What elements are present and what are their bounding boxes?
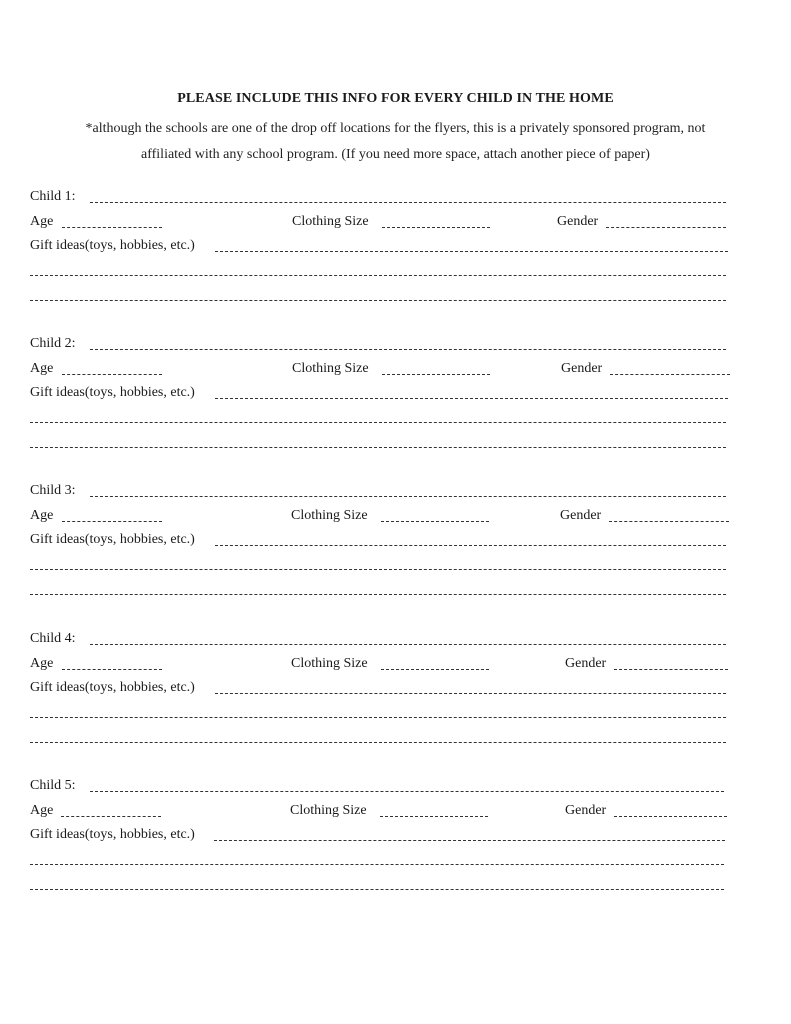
age-field[interactable] [62,521,162,522]
form-heading: PLEASE INCLUDE THIS INFO FOR EVERY CHILD IN THE HOME [177,91,614,106]
gift-ideas-extra-line[interactable] [30,889,724,890]
child-details-row [30,802,730,822]
child-name-label: Child 5: [30,778,76,793]
child-name-row [30,482,730,502]
gift-ideas-field[interactable] [215,398,728,399]
gift-ideas-extra-line[interactable] [30,742,726,743]
child-name-row [30,335,730,355]
age-label: Age [30,508,54,523]
gift-ideas-row [30,679,730,699]
child-name-row [30,188,730,208]
age-field[interactable] [61,816,161,817]
gender-field[interactable] [610,374,730,375]
gift-ideas-field[interactable] [215,693,726,694]
gift-ideas-field[interactable] [215,545,726,546]
age-field[interactable] [62,669,162,670]
gender-label: Gender [557,214,599,229]
child-block-3 [30,482,730,607]
gender-field[interactable] [609,521,729,522]
gift-ideas-extra-line[interactable] [30,422,726,423]
child-name-field[interactable] [90,644,726,645]
gift-ideas-extra-line[interactable] [30,300,726,301]
child-name-field[interactable] [90,349,726,350]
gender-label: Gender [560,508,602,523]
child-details-row [30,213,730,233]
child-name-label: Child 4: [30,631,76,646]
child-name-row [30,630,730,650]
gift-ideas-row [30,826,730,846]
gift-ideas-field[interactable] [215,251,728,252]
clothing-size-label: Clothing Size [291,508,368,523]
child-name-label: Child 1: [30,189,76,204]
clothing-size-field[interactable] [381,521,489,522]
gift-ideas-extra-line[interactable] [30,594,726,595]
form-intro [30,116,761,168]
clothing-size-label: Clothing Size [290,803,367,818]
gender-field[interactable] [606,227,726,228]
clothing-size-label: Clothing Size [291,656,368,671]
child-details-row [30,507,730,527]
clothing-size-field[interactable] [382,374,490,375]
child-name-field[interactable] [90,791,724,792]
gift-ideas-extra-line[interactable] [30,717,726,718]
child-block-1 [30,188,730,313]
age-field[interactable] [62,227,162,228]
gift-ideas-row [30,237,730,257]
intro-line-2: affiliated with any school program. (If you need more space, attach another piece of paper) [141,147,650,162]
age-field[interactable] [62,374,162,375]
gender-field[interactable] [614,669,728,670]
child-details-row [30,360,730,380]
child-name-field[interactable] [90,496,726,497]
gender-label: Gender [565,656,607,671]
child-block-4 [30,630,730,755]
gift-ideas-extra-line[interactable] [30,864,724,865]
clothing-size-field[interactable] [380,816,488,817]
child-name-row [30,777,730,797]
child-block-5 [30,777,730,902]
intro-line-1: *although the schools are one of the drop off locations for the flyers, this is a privately sponsored program, not [85,121,706,136]
gender-label: Gender [565,803,607,818]
gift-ideas-extra-line[interactable] [30,569,726,570]
age-label: Age [30,803,54,818]
age-label: Age [30,361,54,376]
gift-ideas-label: Gift ideas(toys, hobbies, etc.) [30,827,195,842]
clothing-size-field[interactable] [381,669,489,670]
age-label: Age [30,214,54,229]
gender-label: Gender [561,361,603,376]
gift-ideas-label: Gift ideas(toys, hobbies, etc.) [30,385,195,400]
clothing-size-label: Clothing Size [292,214,369,229]
gift-ideas-label: Gift ideas(toys, hobbies, etc.) [30,238,195,253]
child-details-row [30,655,730,675]
clothing-size-label: Clothing Size [292,361,369,376]
age-label: Age [30,656,54,671]
gift-ideas-field[interactable] [214,840,725,841]
gift-ideas-label: Gift ideas(toys, hobbies, etc.) [30,680,195,695]
child-block-2 [30,335,730,460]
clothing-size-field[interactable] [382,227,490,228]
gift-ideas-extra-line[interactable] [30,275,726,276]
gift-ideas-extra-line[interactable] [30,447,726,448]
gift-ideas-label: Gift ideas(toys, hobbies, etc.) [30,532,195,547]
gender-field[interactable] [614,816,727,817]
child-name-field[interactable] [90,202,726,203]
child-name-label: Child 2: [30,336,76,351]
gift-ideas-row [30,531,730,551]
child-name-label: Child 3: [30,483,76,498]
gift-ideas-row [30,384,730,404]
